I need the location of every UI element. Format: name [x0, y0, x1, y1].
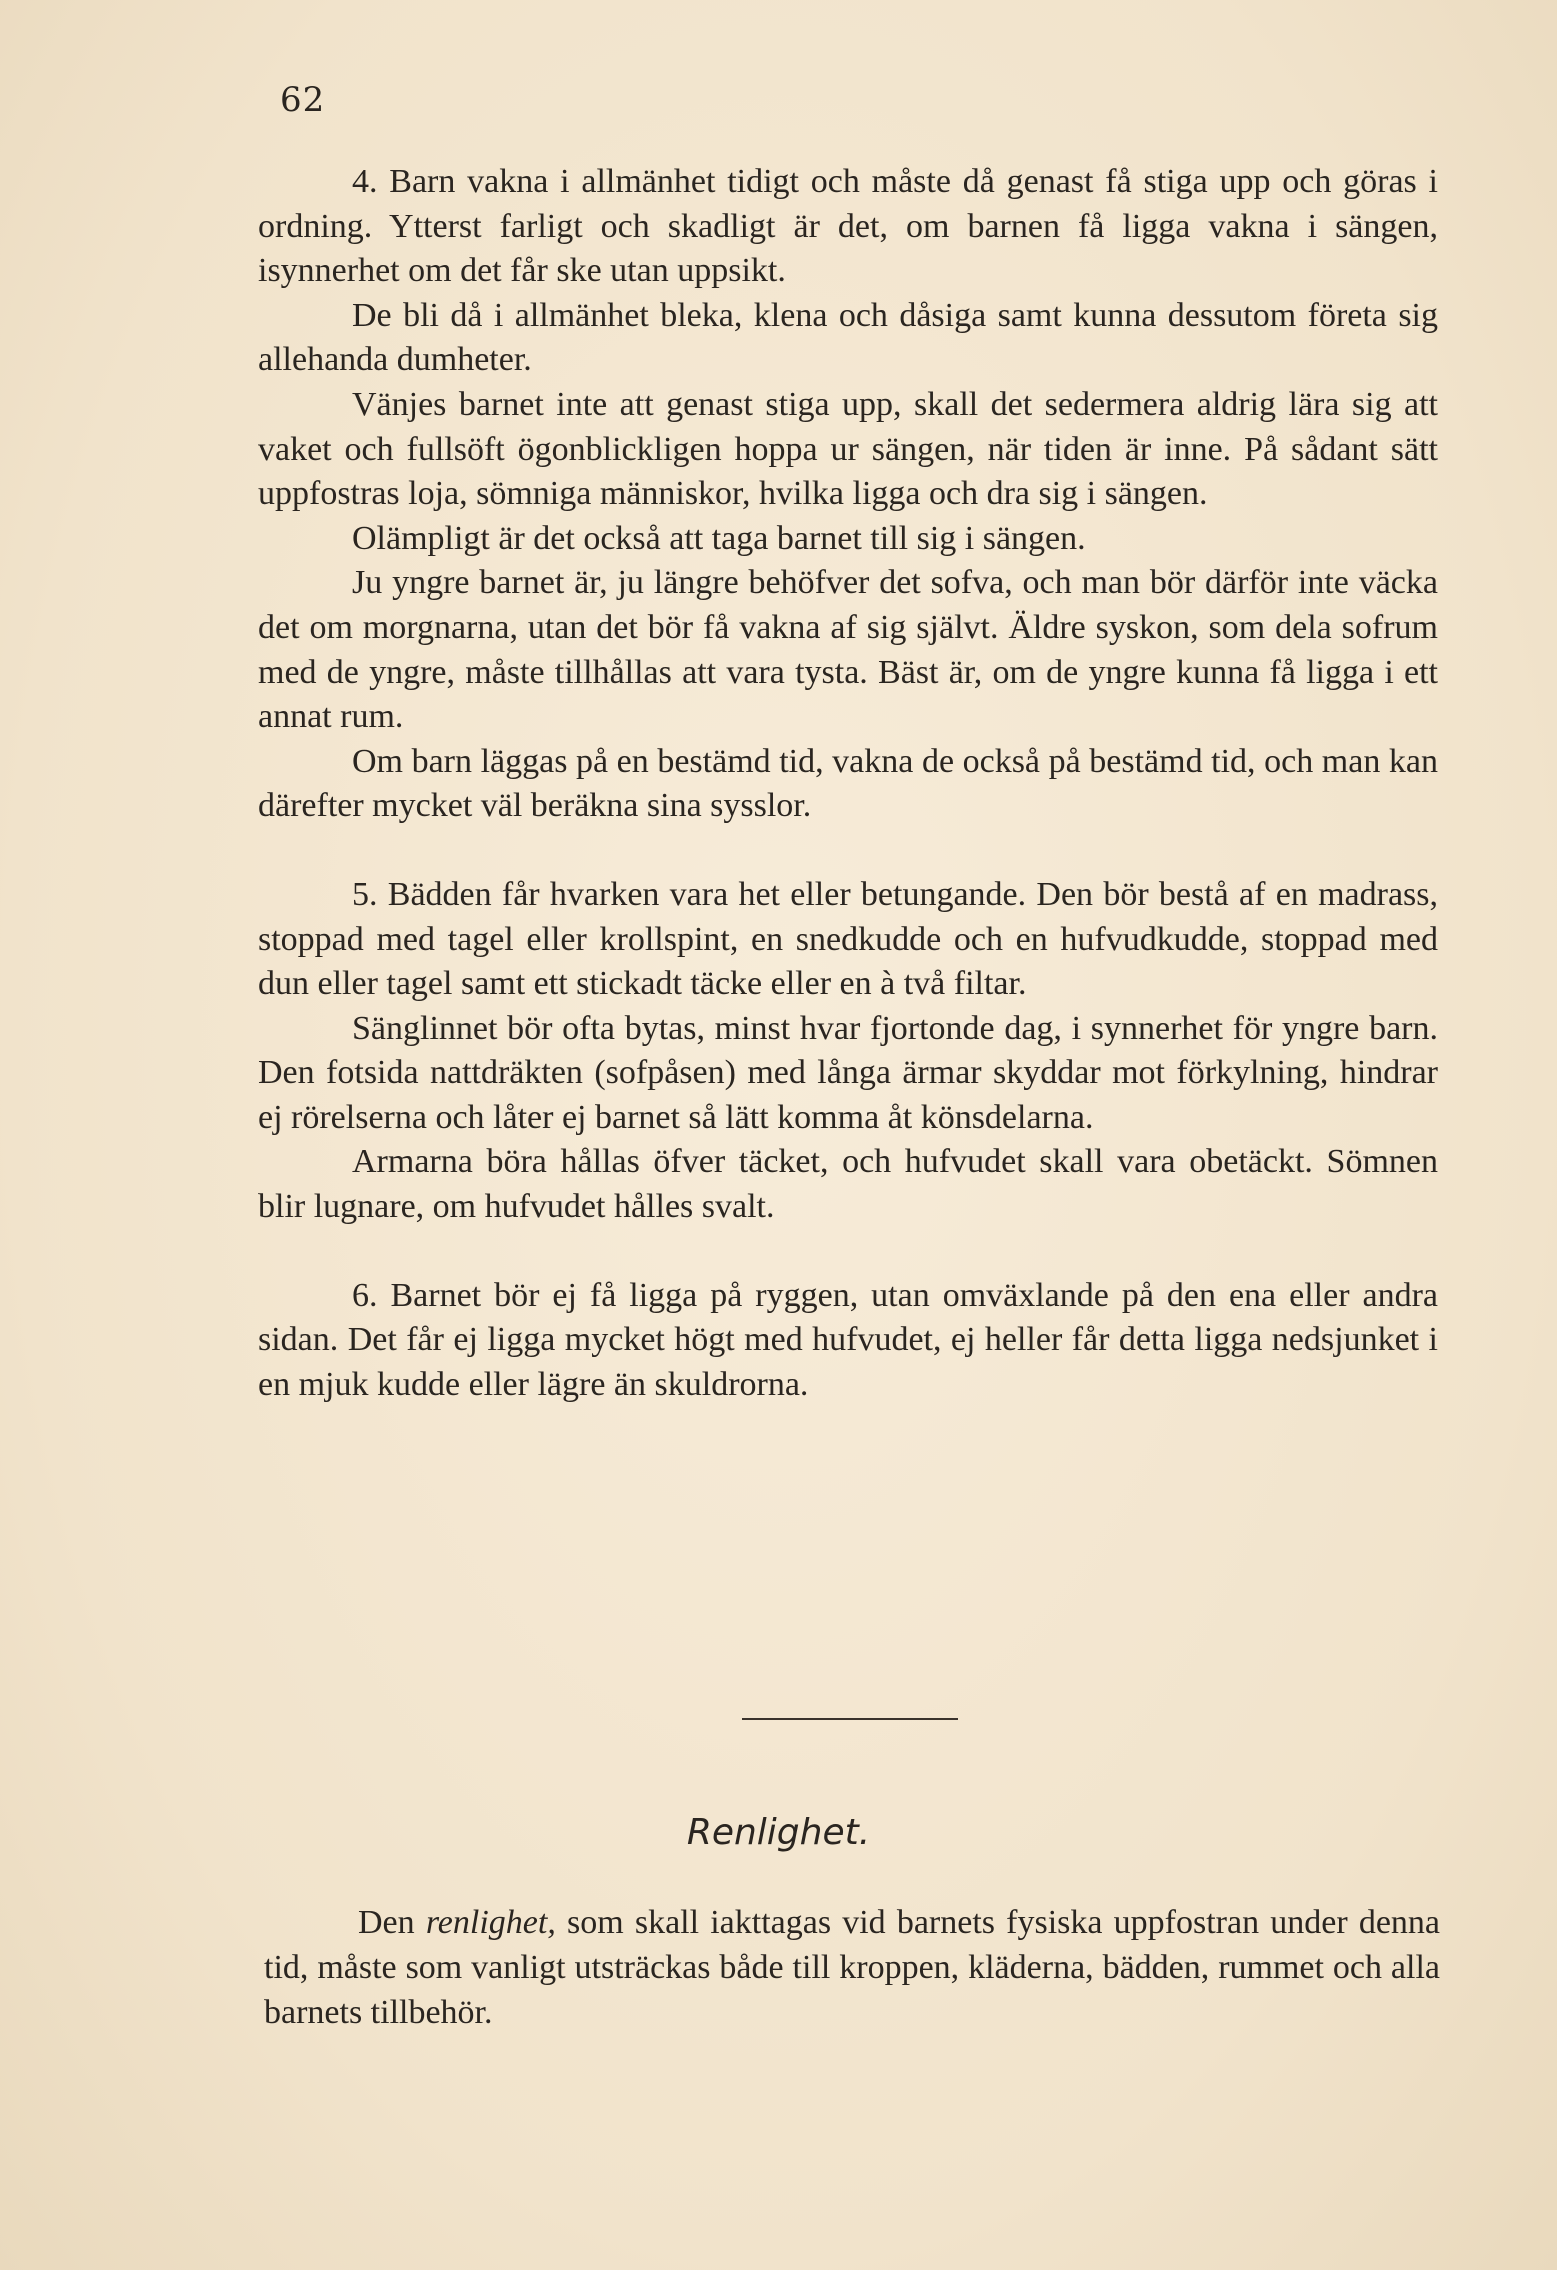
paragraph: 5. Bädden får hvarken vara het eller betungande. Den bör bestå af en madrass, stoppad med tagel eller krollspint, en snedkudde och en hufvudkudde, stoppad med dun eller tagel samt ett stickadt täcke eller en à två filtar. [258, 875, 1438, 1003]
paragraph: 6. Barnet bör ej få ligga på ryggen, utan omväxlande på den ena eller andra sidan. Det får ej ligga mycket högt med hufvudet, ej heller får detta ligga nedsjunket i en mjuk kudde eller lägre än skuldrorna. [258, 1276, 1438, 1403]
paragraph: Om barn läggas på en bestämd tid, vakna de också på bestämd tid, och man kan därefter mycket väl beräkna sina sysslor. [258, 742, 1438, 825]
paragraph: Ju yngre barnet är, ju längre behöfver det sofva, och man bör därför inte väcka det om morgnarna, utan det bör få vakna af sig självt. Äldre syskon, som dela sofrum med de yngre, måste tillhållas att vara tysta. Bäst är, om de yngre kunna få ligga i ett annat rum. [258, 564, 1438, 736]
paragraph: De bli då i allmänhet bleka, klena och dåsiga samt kunna dessutom företa sig allehanda dumheter. [258, 296, 1438, 379]
paragraph: Sänglinnet bör ofta bytas, minst hvar fjortonde dag, i synnerhet för yngre barn. Den fotsida nattdräkten (sofpåsen) med långa ärmar skyddar mot förkylning, hindrar ej rörelserna och låter ej barnet så lätt komma åt könsdelarna. [258, 1009, 1438, 1136]
page-number: 62 [280, 80, 326, 120]
paragraph-rest: som skall iakttagas vid barnets fysiska uppfostran under denna tid, måste som vanligt utsträckas både till kroppen, kläderna, bädden, rummet och alla barnets tillbehör. [264, 1904, 1441, 2031]
emphasized-word: renlighet, [425, 1904, 556, 1941]
section-text [264, 1900, 1440, 2035]
paragraph-lead: Den [358, 1904, 415, 1941]
main-text [258, 160, 1438, 1407]
paragraph: 4. Barn vakna i allmänhet tidigt och måste då genast få stiga upp och göras i ordning. Ytterst farligt och skadligt är det, om barnen få ligga vakna i sängen, isynnerhet om det får ske utan uppsikt. [258, 163, 1438, 290]
paragraph: Vänjes barnet inte att genast stiga upp, skall det sedermera aldrig lära sig att vaket och fullsöft ögonblickligen hoppa ur sängen, när tiden är inne. På sådant sätt uppfostras loja, sömniga människor, hvilka ligga och dra sig i sängen. [258, 385, 1438, 513]
section-heading: Renlighet. [686, 1812, 871, 1853]
paragraph: Armarna böra hållas öfver täcket, och hufvudet skall vara obetäckt. Sömnen blir lugnare, om hufvudet hålles svalt. [258, 1143, 1438, 1226]
section-divider [742, 1718, 958, 1720]
paragraph [264, 1900, 1440, 2035]
paragraph: Olämpligt är det också att taga barnet till sig i sängen. [352, 519, 1086, 557]
